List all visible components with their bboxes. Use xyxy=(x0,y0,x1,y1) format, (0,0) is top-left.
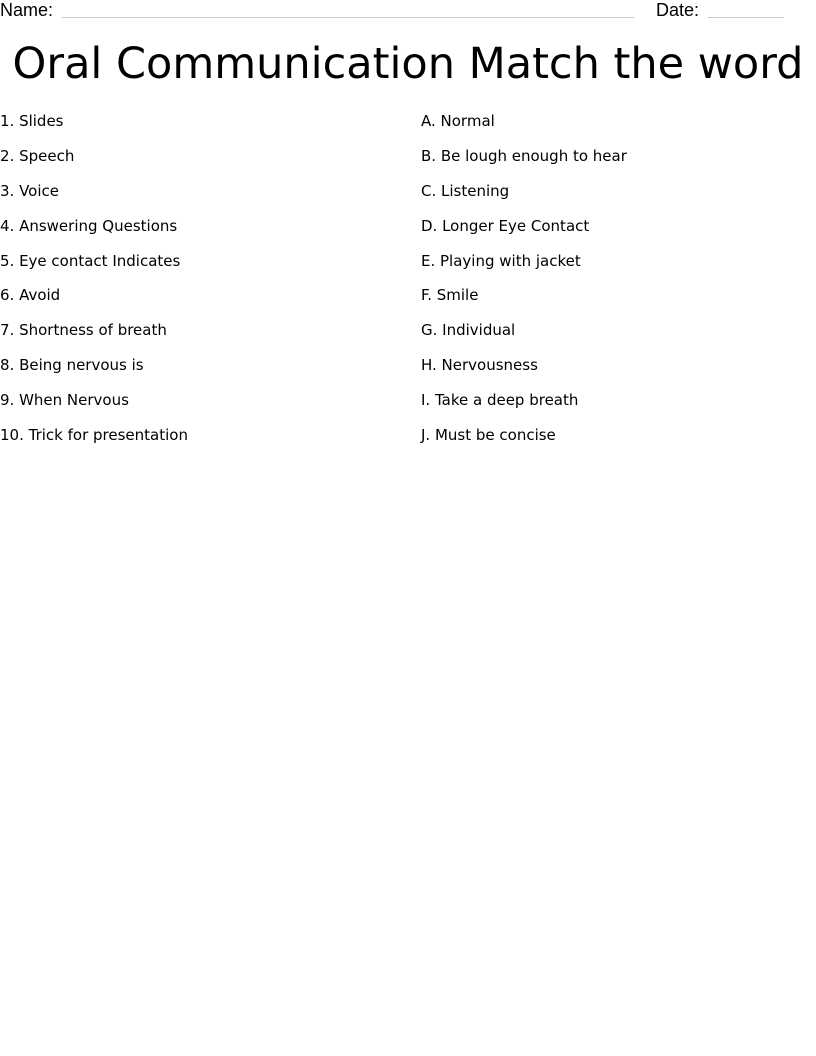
term-item: 8. Being nervous is xyxy=(0,356,144,375)
answers-column xyxy=(421,111,816,460)
term-item: 5. Eye contact Indicates xyxy=(0,251,181,270)
terms-column xyxy=(0,111,400,460)
answer-item: A. Normal xyxy=(421,112,495,130)
term-item: 9. When Nervous xyxy=(0,391,129,410)
term-item: 7. Shortness of breath xyxy=(0,321,167,340)
term-item: 6. Avoid xyxy=(0,286,61,305)
term-item: 3. Voice xyxy=(0,181,59,200)
answer-item: I. Take a deep breath xyxy=(421,391,579,410)
answer-item: G. Individual xyxy=(421,321,516,340)
worksheet-header xyxy=(0,0,816,24)
term-item: 4. Answering Questions xyxy=(0,216,178,235)
name-blank-line xyxy=(62,17,634,18)
answer-item: B. Be lough enough to hear xyxy=(421,146,627,165)
date-label: Date: xyxy=(656,0,700,20)
answer-item: E. Playing with jacket xyxy=(421,251,581,270)
answer-item: D. Longer Eye Contact xyxy=(421,216,590,235)
page-title: Oral Communication Match the word xyxy=(12,39,804,89)
date-blank-line xyxy=(708,17,784,18)
term-item: 10. Trick for presentation xyxy=(0,426,188,445)
answer-item: H. Nervousness xyxy=(421,356,538,375)
answer-item: F. Smile xyxy=(421,286,479,305)
answer-item: J. Must be concise xyxy=(421,426,556,445)
name-label: Name: xyxy=(0,0,54,20)
answer-item: C. Listening xyxy=(421,181,510,200)
term-item: 2. Speech xyxy=(0,146,75,165)
term-item: 1. Slides xyxy=(0,112,64,130)
